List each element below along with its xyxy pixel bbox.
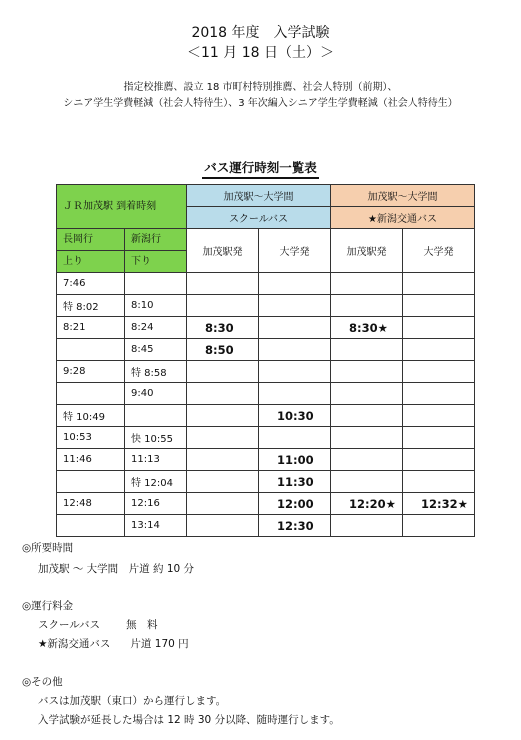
nagaoka-arrival-cell: 7:46 xyxy=(57,273,125,295)
niigata-arrival-cell xyxy=(125,405,187,427)
nagaoka-arrival-cell xyxy=(57,471,125,493)
nagaoka-arrival-cell: 8:21 xyxy=(57,317,125,339)
niigata-arrival-cell: 12:16 xyxy=(125,493,187,515)
niigata-arrival-cell: 11:13 xyxy=(125,449,187,471)
niigata-arrival-cell: 9:40 xyxy=(125,383,187,405)
exam-date: ＜11 月 18 日（土）＞ xyxy=(187,45,334,61)
niigata-bus-kamo-dep-cell xyxy=(331,471,403,493)
niigata-bus-univ-dep-cell: 12:32★ xyxy=(403,493,475,515)
exam-categories-line1: 指定校推薦、設立 18 市町村特別推薦、社会人特別（前期）、 xyxy=(123,82,398,93)
timetable-row xyxy=(57,383,475,405)
niigata-bus-kamo-dep-cell xyxy=(331,361,403,383)
bus-timetable xyxy=(56,184,475,537)
timetable-caption xyxy=(0,158,521,179)
nagaoka-bound-subheader: 上り xyxy=(57,251,125,273)
niigata-arrival-cell: 8:45 xyxy=(125,339,187,361)
school-bus-univ-dep-cell xyxy=(259,295,331,317)
niigata-bus-kamo-dep-cell xyxy=(331,427,403,449)
nagaoka-arrival-cell: 11:46 xyxy=(57,449,125,471)
fare-heading: ◎運行料金 xyxy=(22,600,74,612)
timetable-row xyxy=(57,515,475,537)
timetable-row xyxy=(57,449,475,471)
niigata-arrival-cell: 特 8:58 xyxy=(125,361,187,383)
nagaoka-bound-header: 長岡行 xyxy=(57,229,125,251)
niigata-bus-kamo-dep-cell xyxy=(331,383,403,405)
fare-niigata-bus-value: 片道 170 円 xyxy=(130,638,189,650)
school-bus-univ-dep-cell xyxy=(259,427,331,449)
school-bus-kamo-dep-cell xyxy=(187,361,259,383)
niigata-bus-univ-dep-cell xyxy=(403,449,475,471)
school-bus-univ-dep-cell: 10:30 xyxy=(259,405,331,427)
school-bus-kamo-dep-cell xyxy=(187,493,259,515)
niigata-bus-kamo-dep-cell: 12:20★ xyxy=(331,493,403,515)
timetable-row xyxy=(57,361,475,383)
nagaoka-arrival-cell: 特 10:49 xyxy=(57,405,125,427)
school-bus-univ-dep-header: 大学発 xyxy=(259,229,331,273)
school-bus-univ-dep-cell: 12:30 xyxy=(259,515,331,537)
nagaoka-arrival-cell xyxy=(57,515,125,537)
timetable-row xyxy=(57,405,475,427)
niigata-bus-kamo-dep-cell xyxy=(331,515,403,537)
niigata-bus-kamo-dep-cell: 8:30★ xyxy=(331,317,403,339)
school-bus-kamo-dep-cell xyxy=(187,383,259,405)
school-bus-univ-dep-cell xyxy=(259,339,331,361)
niigata-bus-kamo-dep-cell xyxy=(331,339,403,361)
timetable-caption-text: バス運行時刻一覧表 xyxy=(202,158,319,179)
jr-arrival-header: ＪＲ加茂駅 到着時刻 xyxy=(57,185,187,229)
niigata-bus-univ-dep-cell xyxy=(403,339,475,361)
duration-text: 加茂駅 〜 大学間 片道 約 10 分 xyxy=(38,563,195,575)
niigata-arrival-cell: 快 10:55 xyxy=(125,427,187,449)
school-bus-univ-dep-cell: 11:30 xyxy=(259,471,331,493)
nagaoka-arrival-cell: 12:48 xyxy=(57,493,125,515)
school-bus-kamo-dep-cell xyxy=(187,471,259,493)
nagaoka-arrival-cell: 9:28 xyxy=(57,361,125,383)
niigata-bus-univ-dep-cell xyxy=(403,383,475,405)
niigata-bound-header: 新潟行 xyxy=(125,229,187,251)
timetable-row xyxy=(57,317,475,339)
nagaoka-arrival-cell xyxy=(57,339,125,361)
niigata-bus-univ-dep-cell xyxy=(403,361,475,383)
niigata-bus-univ-dep-cell xyxy=(403,405,475,427)
niigata-bus-univ-dep-cell xyxy=(403,471,475,493)
nagaoka-arrival-cell: 特 8:02 xyxy=(57,295,125,317)
niigata-arrival-cell: 8:24 xyxy=(125,317,187,339)
nagaoka-arrival-cell xyxy=(57,383,125,405)
niigata-bus-univ-dep-cell xyxy=(403,273,475,295)
fare-school-bus xyxy=(38,617,158,632)
niigata-bus-header-name: ★新潟交通バス xyxy=(331,207,475,229)
school-bus-kamo-dep-cell xyxy=(187,449,259,471)
niigata-arrival-cell: 13:14 xyxy=(125,515,187,537)
school-bus-univ-dep-cell: 12:00 xyxy=(259,493,331,515)
niigata-bus-univ-dep-cell xyxy=(403,427,475,449)
school-bus-kamo-dep-cell xyxy=(187,515,259,537)
other-heading: ◎その他 xyxy=(22,676,63,688)
school-bus-univ-dep-cell xyxy=(259,361,331,383)
school-bus-univ-dep-cell xyxy=(259,273,331,295)
timetable-row xyxy=(57,493,475,515)
school-bus-univ-dep-cell xyxy=(259,383,331,405)
timetable-row xyxy=(57,295,475,317)
exam-title: 2018 年度 入学試験 xyxy=(191,25,330,41)
exam-categories-line2: シニア学生学費軽減（社会人特待生）、3 年次編入シニア学生学費軽減（社会人特待生） xyxy=(63,98,458,109)
niigata-arrival-cell: 8:10 xyxy=(125,295,187,317)
niigata-bound-subheader: 下り xyxy=(125,251,187,273)
timetable-row xyxy=(57,339,475,361)
niigata-arrival-cell xyxy=(125,273,187,295)
niigata-bus-header-route: 加茂駅～大学間 xyxy=(331,185,475,207)
niigata-arrival-cell: 特 12:04 xyxy=(125,471,187,493)
niigata-bus-univ-dep-cell xyxy=(403,295,475,317)
school-bus-kamo-dep-cell: 8:30 xyxy=(187,317,259,339)
school-bus-kamo-dep-cell xyxy=(187,295,259,317)
niigata-bus-univ-dep-cell xyxy=(403,317,475,339)
fare-school-bus-value: 無 料 xyxy=(126,619,158,631)
duration-heading: ◎所要時間 xyxy=(22,542,74,554)
niigata-bus-kamo-dep-cell xyxy=(331,295,403,317)
nagaoka-arrival-cell: 10:53 xyxy=(57,427,125,449)
school-bus-kamo-dep-header: 加茂駅発 xyxy=(187,229,259,273)
fare-niigata-bus-label: ★新潟交通バス xyxy=(38,638,111,650)
timetable-row xyxy=(57,427,475,449)
niigata-bus-kamo-dep-cell xyxy=(331,273,403,295)
fare-school-bus-label: スクールバス xyxy=(38,619,101,631)
other-line2: 入学試験が延長した場合は 12 時 30 分以降、随時運行します。 xyxy=(38,714,340,726)
school-bus-kamo-dep-cell xyxy=(187,427,259,449)
school-bus-kamo-dep-cell: 8:50 xyxy=(187,339,259,361)
niigata-bus-kamo-dep-cell xyxy=(331,405,403,427)
timetable-row xyxy=(57,471,475,493)
niigata-bus-univ-dep-cell xyxy=(403,515,475,537)
school-bus-kamo-dep-cell xyxy=(187,273,259,295)
school-bus-header-name: スクールバス xyxy=(187,207,331,229)
school-bus-header-route: 加茂駅～大学間 xyxy=(187,185,331,207)
school-bus-kamo-dep-cell xyxy=(187,405,259,427)
fare-niigata-bus xyxy=(38,636,189,651)
niigata-bus-kamo-dep-header: 加茂駅発 xyxy=(331,229,403,273)
niigata-bus-kamo-dep-cell xyxy=(331,449,403,471)
school-bus-univ-dep-cell xyxy=(259,317,331,339)
niigata-bus-univ-dep-header: 大学発 xyxy=(403,229,475,273)
school-bus-univ-dep-cell: 11:00 xyxy=(259,449,331,471)
timetable-row xyxy=(57,273,475,295)
other-line1: バスは加茂駅（東口）から運行します。 xyxy=(38,695,227,707)
